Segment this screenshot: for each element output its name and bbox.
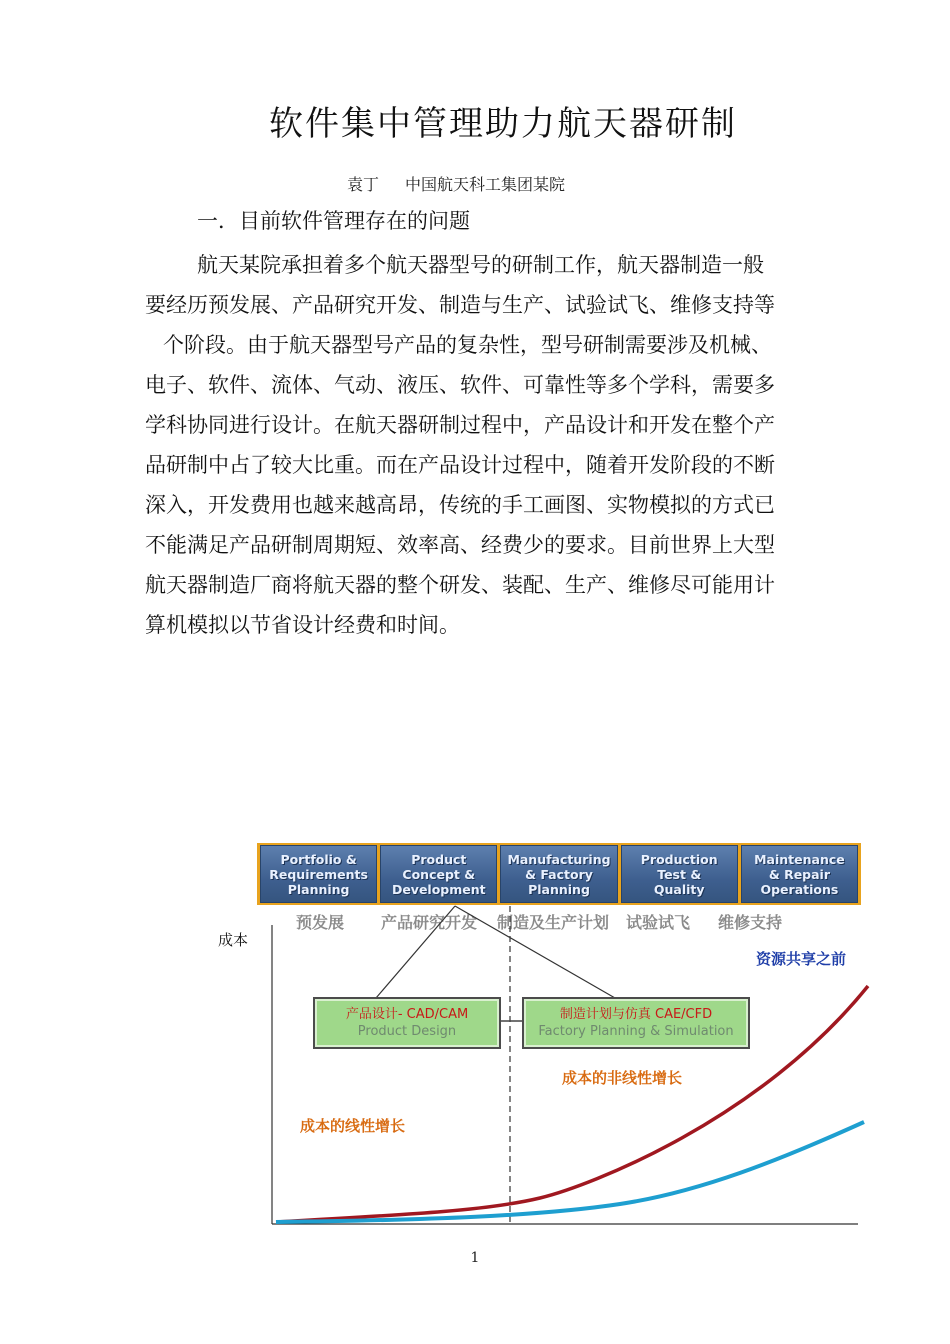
product-design-box-title: 产品设计- CAD/CAM: [345, 1007, 469, 1022]
section-heading: 一．目前软件管理存在的问题: [197, 209, 470, 233]
paragraph-line: 个阶段。由于航天器型号产品的复杂性，型号研制需要涉及机械、: [163, 333, 772, 357]
factory-planning-box-title: 制造计划与仿真 CAE/CFD: [559, 1007, 713, 1022]
paragraph-line: 电子、软件、流体、气动、液压、软件、可靠性等多个学科，需要多: [145, 373, 775, 397]
author-name: 袁丁: [347, 175, 380, 194]
paragraph-line: 航天器制造厂商将航天器的整个研发、装配、生产、维修尽可能用计: [145, 573, 775, 597]
nonlinear-growth-note: 成本的非线性增长: [562, 1069, 683, 1087]
stage-label-test-flight: 试验试飞: [626, 913, 691, 932]
stage-label-maintenance: 维修支持: [718, 913, 783, 932]
paragraph-line: 品研制中占了较大比重。而在产品设计过程中，随着开发阶段的不断: [145, 453, 775, 477]
paragraph-line: 深入，开发费用也越来越高昂，传统的手工画图、实物模拟的方式已: [145, 493, 775, 517]
paragraph-line: 要经历预发展、产品研究开发、制造与生产、试验试飞、维修支持等: [145, 293, 775, 317]
series-note-before-sharing: 资源共享之前: [756, 950, 847, 968]
phase-production-test: Production Test & Quality: [621, 845, 738, 903]
connector-line-right: [455, 906, 615, 998]
factory-planning-box-subtitle: Factory Planning & Simulation: [538, 1024, 734, 1039]
phase-product-concept: Product Concept & Development: [380, 845, 497, 903]
y-axis-label: 成本: [218, 931, 249, 949]
phase-maintenance: Maintenance & Repair Operations: [741, 845, 858, 903]
paragraph-line: 算机模拟以节省设计经费和时间。: [145, 613, 460, 637]
connector-line-left: [376, 906, 455, 998]
factory-planning-box: [522, 997, 750, 1049]
document-title: 软件集中管理助力航天器研制: [269, 104, 737, 144]
phase-portfolio: Portfolio & Requirements Planning: [260, 845, 377, 903]
product-design-box: [313, 997, 501, 1049]
paragraph-line: 学科协同进行设计。在航天器研制过程中，产品设计和开发在整个产: [145, 413, 775, 437]
stage-label-product-dev: 产品研究开发: [381, 913, 478, 932]
product-design-box-subtitle: Product Design: [357, 1024, 457, 1039]
stage-label-manufacturing: 制造及生产计划: [497, 913, 610, 932]
author-affiliation: 中国航天科工集团某院: [405, 175, 566, 194]
linear-growth-note: 成本的线性增长: [300, 1117, 406, 1135]
phase-manufacturing: Manufacturing & Factory Planning: [500, 845, 617, 903]
page-number: 1: [470, 1250, 480, 1266]
stage-label-predevelopment: 预发展: [296, 913, 345, 932]
cost-curve-after-sharing: [276, 1122, 864, 1222]
paragraph-line: 航天某院承担着多个航天器型号的研制工作，航天器制造一般: [197, 253, 764, 277]
paragraph-line: 不能满足产品研制周期短、效率高、经费少的要求。目前世界上大型: [145, 533, 775, 557]
